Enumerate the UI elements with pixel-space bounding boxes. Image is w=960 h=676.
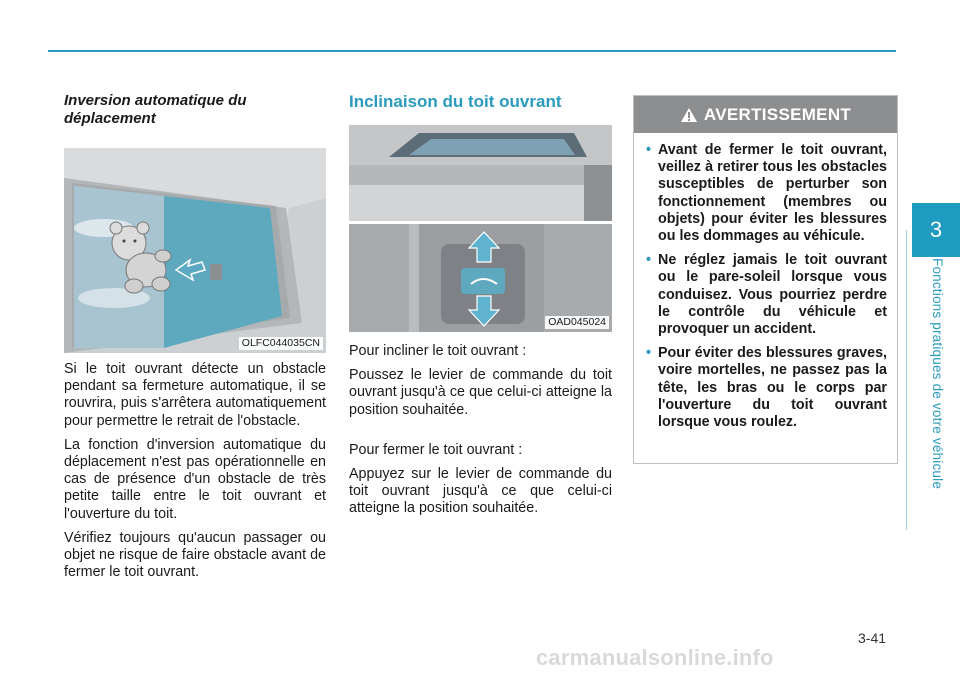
figure-code: OAD045024 [545,316,609,329]
warning-title: AVERTISSEMENT [703,104,852,124]
section-heading-auto-reverse: Inversion automatique du déplacement [64,92,247,127]
paragraph: Poussez le levier de commande du toit ouvrant jusqu'à ce que celui-ci atteigne la position souhaitée. [349,367,612,418]
paragraph: Appuyez sur le levier de commande du toit ouvrant jusqu'à ce que celui-ci atteigne la position souhaitée. [349,466,612,517]
latch-icon [210,264,222,280]
middle-column [349,92,612,525]
header-rule [48,50,896,52]
tilt-switch-icon [461,268,505,294]
warning-list [634,133,897,431]
sunroof-obstacle-illustration [64,148,326,353]
paragraph: Vérifiez toujours qu'aucun passager ou objet ne risque de faire obstacle avant de fermer le toit ouvrant. [64,529,326,581]
paragraph: Si le toit ouvrant détecte un obstacle pendant sa fermeture automatique, il se rouvrira, puis s'arrêtera automatiquement pour permettre le retrait de l'obstacle. [64,361,326,429]
watermark: carmanualsonline.info [536,645,774,670]
sunroof-tilt-photo [349,125,612,221]
warning-box [633,95,898,464]
warning-item: • Avant de fermer le toit ouvrant, veillez à retirer tous les obstacles susceptibles de perturber son fonctionnement (membres ou objets) pour éviter les blessures ou les dommages au véhicule. [646,142,887,245]
section-heading-tilt: Inclinaison du toit ouvrant [349,92,562,111]
side-rule [906,230,907,530]
chapter-title: Fonctions pratiques de votre véhicule [930,258,945,490]
left-column [64,92,326,588]
sunroof-illustration-graphic [64,148,326,353]
paragraph: Pour incliner le toit ouvrant : [349,343,527,359]
paragraph: Pour fermer le toit ouvrant : [349,441,523,458]
warning-triangle-icon [680,107,698,123]
sunroof-tilt-graphic [349,125,612,221]
warning-item: • Ne réglez jamais le toit ouvrant ou le pare-soleil lorsque vous conduisez. Vous pourriez perdre le contrôle du véhicule et provoquer un accident. [646,252,887,338]
page-number: 3-41 [858,630,887,646]
paragraph: La fonction d'inversion automatique du déplacement n'est pas opérationnelle en cas de présence d'un obstacle de très petite taille entre le toit ouvrant et l'ouverture du toit. [64,436,326,522]
chapter-tab[interactable]: 3 [912,203,960,257]
sunroof-switch-photo [349,224,612,332]
warning-item: • Pour éviter des blessures graves, voire mortelles, ne passez pas la tête, les bras ou le corps par l'ouverture du toit ouvrant lorsque vous roulez. [646,345,887,431]
figure-code: OLFC044035CN [239,337,323,350]
warning-header [634,96,897,133]
